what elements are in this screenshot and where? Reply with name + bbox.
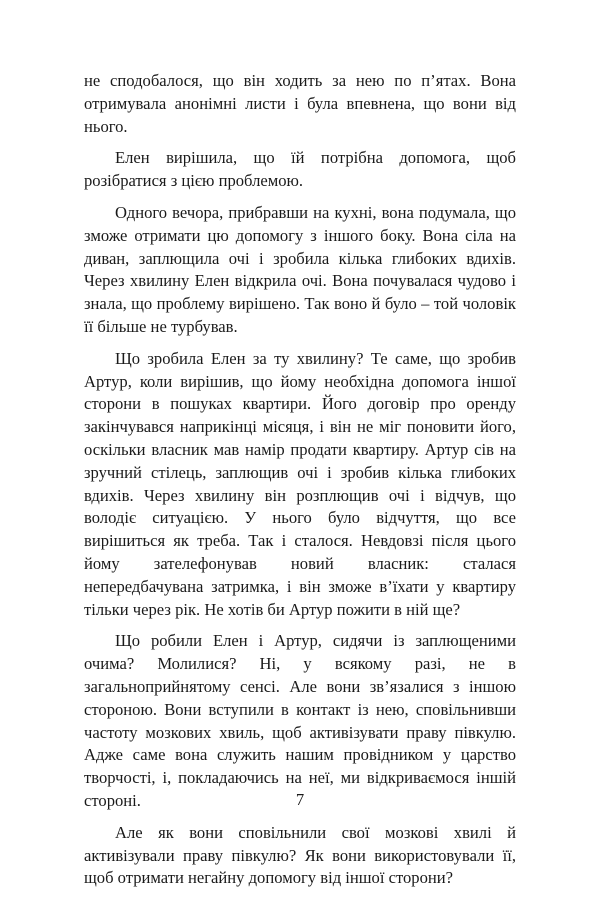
body-text [84, 70, 516, 899]
page-number: 7 [295, 790, 305, 809]
paragraph-3: Одного вечора, прибравши на кухні, вона подумала, що зможе отримати цю допомогу з іншого боку. Вона сіла на диван, заплющила очі і зробила кілька глибоких вдихів. Через хвилину Елен відкрила очі. Вона почувалася чудово і знала, що проблему вирішено. Так воно й було – той чоловік її більше не турбував. [84, 202, 516, 336]
paragraph-1: не сподобалося, що він ходить за нею по п’ятах. Вона отримувала анонімні листи і була впевнена, що вони від нього. [84, 71, 516, 136]
paragraph-5: Що робили Елен і Артур, сидячи із заплющеними очима? Молилися? Ні, у всякому разі, не в загальноприйнятому сенсі. Але вони зв’язалися з іншою стороною. Вони вступили в контакт із нею, сповільнивши частоту мозкових хвиль, щоб активізувати праву півкулю. Адже саме вона служить нашим провідником у царство творчості, і, покладаючись на неї, ми відкриваємося іншій стороні. [84, 631, 516, 810]
paragraph-6: Але як вони сповільнили свої мозкові хвилі й активізували праву півкулю? Як вони використовували її, щоб отримати негайну допомогу від іншої сторони? [84, 822, 516, 888]
paragraph-4: Що зробила Елен за ту хвилину? Те саме, що зробив Артур, коли вирішив, що йому необхідна допомога іншої сторони в пошуках квартири. Його договір про оренду закінчувався наприкінці місяця, і він не міг поновити його, оскільки власник мав намір продати квартиру. Артур сів на зручний стілець, заплющив очі і зробив кілька глибоких вдихів. Через хвилину він розплющив очі і відчув, що володіє ситуацією. У нього було відчуття, що все вирішиться як треба. Так і сталося. Невдовзі після цього йому зателефонував новий власник: сталася непередбачувана затримка, і він зможе в’їхати у квартиру тільки через рік. Не хотів би Артур пожити в ній ще? [84, 348, 516, 619]
paragraph-2: Елен вирішила, що їй потрібна допомога, щоб розібратися з цією проблемою. [84, 148, 516, 191]
